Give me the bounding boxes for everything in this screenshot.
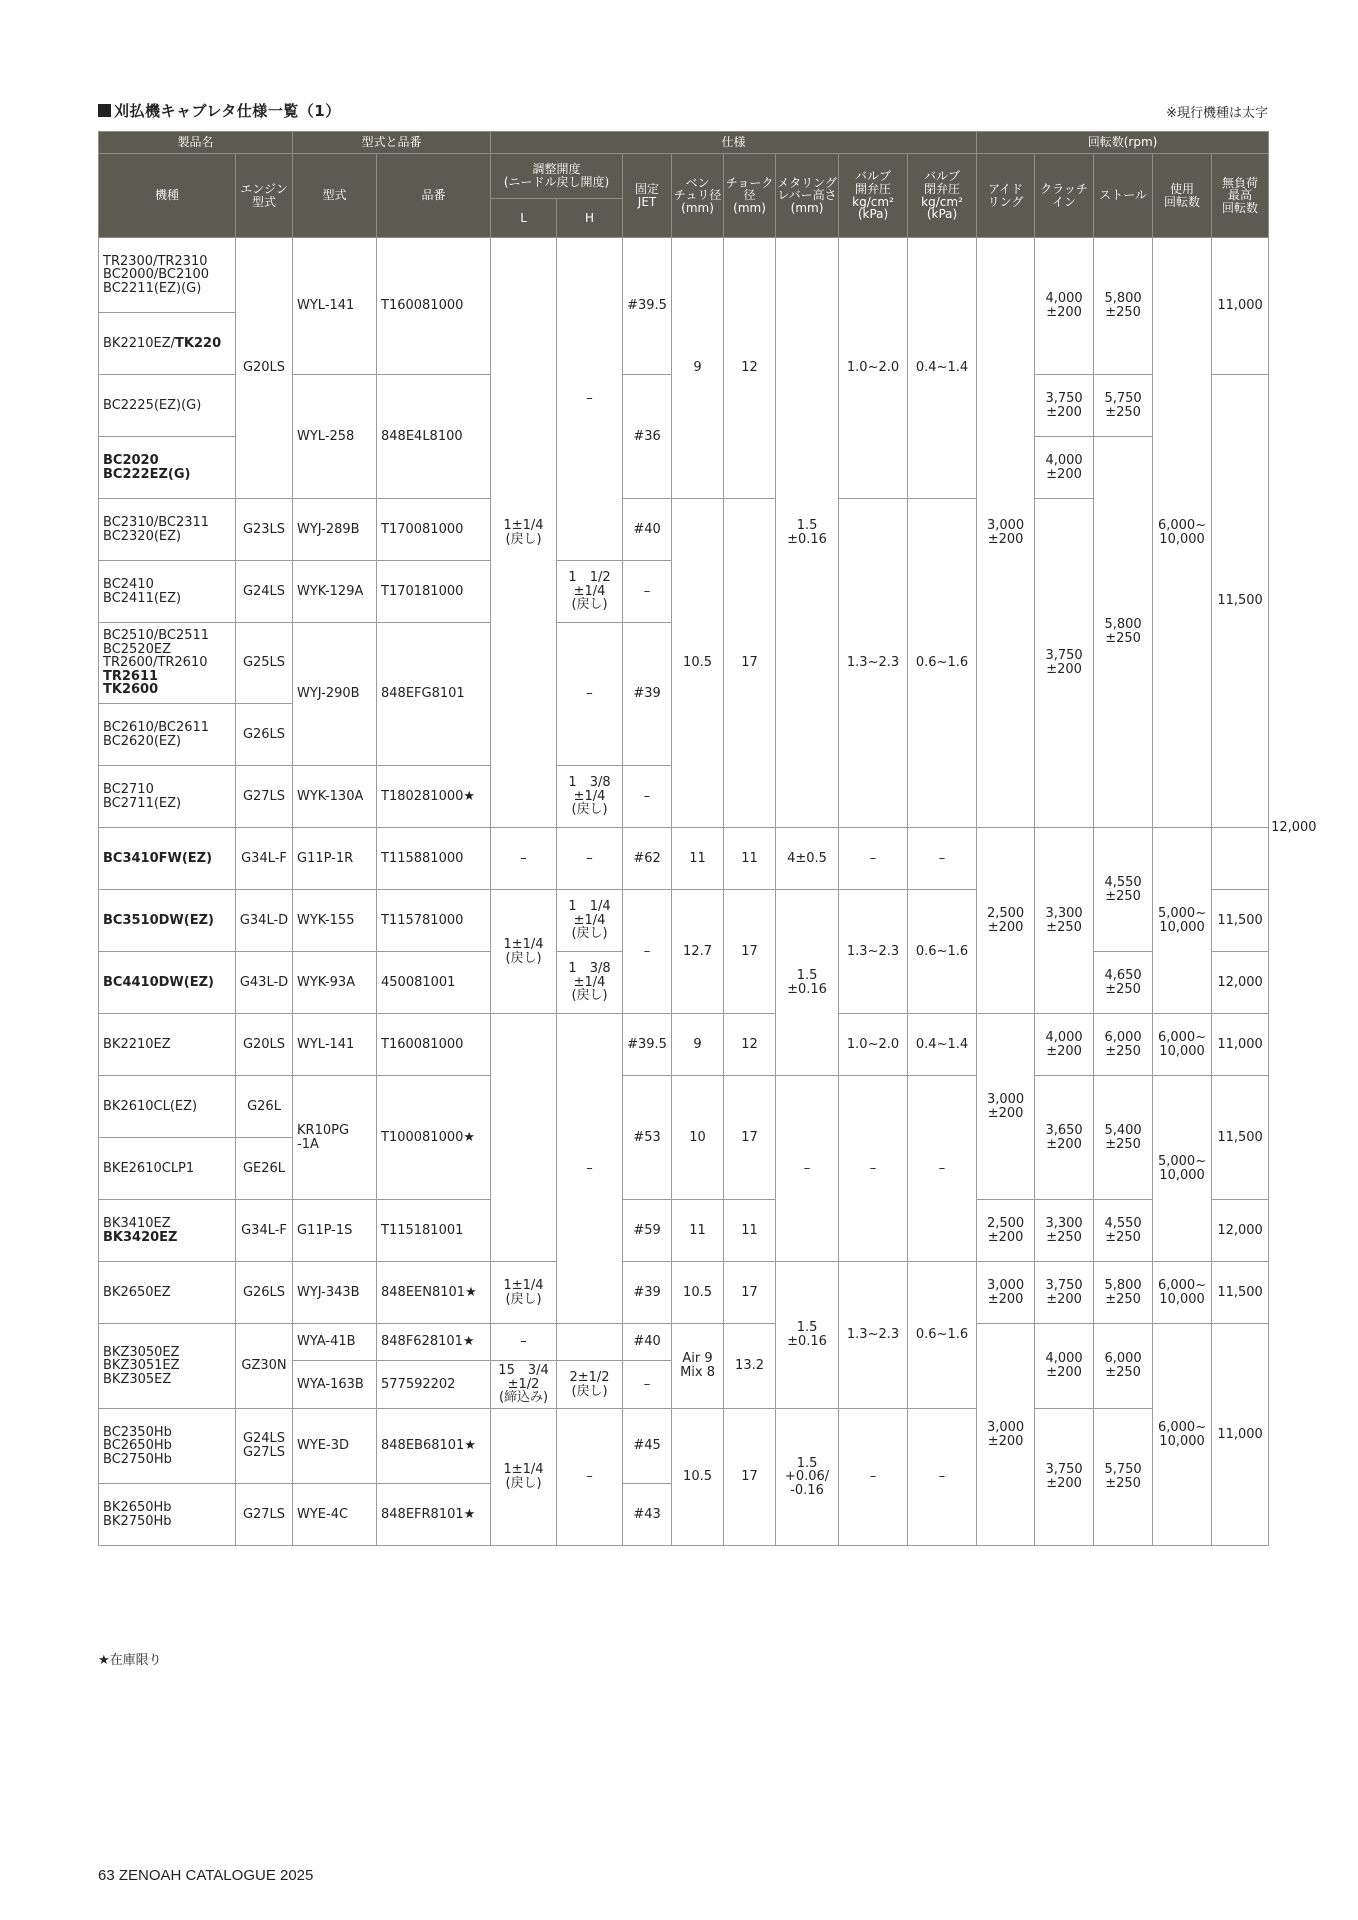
cell-metering: –	[776, 1076, 839, 1262]
cell-jet: #43	[623, 1484, 672, 1546]
cell-clutch: 4,000 ±200	[1035, 238, 1094, 375]
cell-venturi: 9	[672, 238, 724, 499]
cell-kishu: BC2410 BC2411(EZ)	[99, 561, 236, 623]
cell-hinban: 848EFG8101	[377, 623, 491, 766]
header-jet: 固定 JET	[623, 154, 672, 238]
cell-katashiki: WYK-130A	[293, 766, 377, 828]
header-venturi: ベン チュリ径 (mm)	[672, 154, 724, 238]
cell-katashiki: WYK-129A	[293, 561, 377, 623]
cell-hinban: T115181001	[377, 1200, 491, 1262]
cell-max-rpm: 11,500	[1212, 1262, 1269, 1324]
cell-katashiki: WYJ-289B	[293, 499, 377, 561]
cell-hinban: 450081001	[377, 952, 491, 1014]
cell-adj-L: 1±1/4 (戻し)	[491, 1409, 557, 1546]
cell-katashiki: WYL-141	[293, 1014, 377, 1076]
cell-engine: G26LS	[236, 704, 293, 766]
cell-adj-H: –	[557, 828, 623, 890]
cell-venturi: 11	[672, 828, 724, 890]
cell-adj-L: –	[491, 828, 557, 890]
cell-katashiki: WYK-155	[293, 890, 377, 952]
cell-engine: G34L-D	[236, 890, 293, 952]
cell-katashiki: G11P-1S	[293, 1200, 377, 1262]
cell-venturi: 10.5	[672, 1262, 724, 1324]
cell-choke: 17	[724, 890, 776, 1014]
cell-kishu: BK3410EZ BK3420EZ	[99, 1200, 236, 1262]
cell-adj-H: 1 3/8 ±1/4 (戻し)	[557, 952, 623, 1014]
cell-venturi: 11	[672, 1200, 724, 1262]
cell-engine: G23LS	[236, 499, 293, 561]
cell-clutch: 3,750 ±200	[1035, 375, 1094, 437]
header-model-group: 型式と品番	[293, 132, 491, 154]
cell-jet: #40	[623, 499, 672, 561]
cell-jet: #62	[623, 828, 672, 890]
cell-jet: –	[623, 1361, 672, 1409]
cell-clutch: 3,300 ±250	[1035, 1200, 1094, 1262]
cell-venturi: 10	[672, 1076, 724, 1200]
cell-use-rpm: 5,000~ 10,000	[1153, 1076, 1212, 1262]
cell-stall: 5,800 ±250	[1094, 1262, 1153, 1324]
carburetor-spec-table: 製品名 型式と品番 仕様 回転数(rpm) 機種 エンジン 型式 型式 品番 調整開度 (ニードル戻し開度) 固定 JET ベン チュリ径 (mm) チョーク 径 (mm) メタリング レバー高さ (mm) バルブ 開弁圧 kg/cm² (kPa) バルブ 閉弁圧 kg/cm² (kPa) アイド リング クラッチ イン ストール 使用 回転数 無負荷 最高 回転数 L H TR2300/TR2310 BC2000/BC2100 BC2211(EZ)(G) G20LS WYL-141 T160081000 1±1/4 (戻し) – #39.5 9 12 1.5 ±0.16 1.0~2.0 0.4~1.4 3,000 ±200 4,000 ±200 5,800 ±250 6,000~ 10,000 11,000 BK2210EZ/TK220 BC2225(EZ)(G) WYL-258 848E4L8100 #36 3,750 ±200 5,750 ±250 11,500 BC2020 BC222EZ(G) 4,000 ±200 5,800 ±250 BC2310/BC2311 BC2320(EZ) G23LS WYJ-289B T170081000 #40 10.5 17 1.3~2.3 0.6~1.6 3,750 ±200 BC2410 BC2411(EZ) G24LS WYK-129A T170181000 1 1/2 ±1/4 (戻し) – BC2510/BC2511 BC2520EZ TR2600/TR2610 TR2611 TK2600 G25LS WYJ-290B 848EFG8101 – #39 BC2610/BC2611 BC2620(EZ) G26LS BC2710 BC2711(EZ) G27LS WYK-130A T180281000★ 1 3/8 ±1/4 (戻し) – 12,000 BC3410FW(EZ) G34L-F G11P-1R T115881000 – – #62 11 11 4±0.5 – – 2,500 ±200 3,300 ±250 4,550 ±250 5,000~ 10,000 BC3510DW(EZ) G34L-D WYK-155 T115781000 1±1/4 (戻し) 1 1/4 ±1/4 (戻し) – 12.7 17 1.5 ±0.16 1.3~2.3 0.6~1.6 11,500 BC4410DW(EZ) G43L-D WYK-93A 450081001 1 3/8 ±1/4 (戻し) 4,650 ±250 12,000 BK2210EZ G20LS WYL-141 T160081000 – #39.5 9 12 1.0~2.0 0.4~1.4 3,000 ±200 4,000 ±200 6,000 ±250 6,000~ 10,000 11,000 BK2610CL(EZ) G26L KR10PG -1A T100081000★ #53 10 17 – – – 3,650 ±200 5,400 ±250 5,000~ 10,000 11,500 BKE2610CLP1 GE26L BK3410EZ BK3420EZ G34L-F G11P-1S T115181001 #59 11 11 2,500 ±200 3,300 ±250 4,550 ±250 12,000 BK2650EZ G26LS WYJ-343B 848EEN8101★ 1±1/4 (戻し) #39 10.5 17 1.5 ±0.16 1.3~2.3 0.6~1.6 3,000 ±200 3,750 ±200 5,800 ±250 6,000~ 10,000 11,500 BKZ3050EZ BKZ3051EZ BKZ305EZ GZ30N WYA-41B 848F628101★ – #40 Air 9 Mix 8 13.2 3,000 ±200 4,000 ±200 6,000 ±250 6,000~ 10,000 11,000 WYA-163B 577592202 15 3/4 ±1/2 (締込み) 2±1/2 (戻し) – BC2350Hb BC2650Hb BC2750Hb G24LS G27LS WYE-3D 848EB68101★ 1±1/4 (戻し) – #45 10.5 17 1.5 +0.06/ -0.16 – – 3,750 ±200 5,750 ±250 BK2650Hb BK2750Hb G27LS WYE-4C 848EFR8101★ #43	[98, 131, 1269, 1546]
cell-metering: 1.5 +0.06/ -0.16	[776, 1409, 839, 1546]
cell-valve-close: 0.6~1.6	[908, 499, 977, 828]
cell-venturi: Air 9 Mix 8	[672, 1324, 724, 1409]
cell-valve-open: –	[839, 1076, 908, 1262]
cell-hinban: T160081000	[377, 1014, 491, 1076]
cell-use-rpm: 6,000~ 10,000	[1153, 238, 1212, 828]
cell-stall: 4,550 ±250	[1094, 828, 1153, 952]
cell-adj-H: 1 1/2 ±1/4 (戻し)	[557, 561, 623, 623]
cell-jet: #39.5	[623, 238, 672, 375]
cell-engine: G27LS	[236, 766, 293, 828]
cell-valve-close: –	[908, 1409, 977, 1546]
cell-max-rpm: 12,000	[1212, 952, 1269, 1014]
header-clutch: クラッチ イン	[1035, 154, 1094, 238]
cell-stall: 5,800 ±250	[1094, 437, 1153, 828]
header-H: H	[557, 199, 623, 238]
cell-valve-close: 0.4~1.4	[908, 238, 977, 499]
cell-choke: 13.2	[724, 1324, 776, 1409]
cell-clutch: 3,750 ±200	[1035, 499, 1094, 828]
cell-katashiki: WYK-93A	[293, 952, 377, 1014]
cell-choke: 17	[724, 1262, 776, 1324]
cell-kishu: BK2650EZ	[99, 1262, 236, 1324]
cell-katashiki: WYA-163B	[293, 1361, 377, 1409]
cell-valve-open: 1.3~2.3	[839, 1262, 908, 1409]
cell-kishu: BC2510/BC2511 BC2520EZ TR2600/TR2610 TR2611 TK2600	[99, 623, 236, 704]
cell-jet: #36	[623, 375, 672, 499]
cell-engine: G34L-F	[236, 1200, 293, 1262]
cell-adj-H	[557, 1324, 623, 1361]
square-bullet-icon	[98, 104, 111, 117]
cell-venturi: 9	[672, 1014, 724, 1076]
cell-hinban: 848EFR8101★	[377, 1484, 491, 1546]
cell-clutch: 3,750 ±200	[1035, 1409, 1094, 1546]
cell-kishu: BKE2610CLP1	[99, 1138, 236, 1200]
cell-jet: #59	[623, 1200, 672, 1262]
cell-choke: 17	[724, 1076, 776, 1200]
cell-choke: 12	[724, 1014, 776, 1076]
cell-valve-close: –	[908, 1076, 977, 1262]
cell-venturi: 12.7	[672, 890, 724, 1014]
cell-venturi: 10.5	[672, 499, 724, 828]
cell-max-rpm: 11,000	[1212, 1324, 1269, 1546]
header-product-group: 製品名	[99, 132, 293, 154]
header-hinban: 品番	[377, 154, 491, 238]
cell-hinban: 848EB68101★	[377, 1409, 491, 1484]
cell-clutch: 4,000 ±200	[1035, 1324, 1094, 1409]
cell-clutch: 3,650 ±200	[1035, 1076, 1094, 1200]
cell-use-rpm: 5,000~ 10,000	[1153, 828, 1212, 1014]
cell-metering: 1.5 ±0.16	[776, 238, 839, 828]
cell-max-rpm: 11,500	[1212, 890, 1269, 952]
cell-engine: G20LS	[236, 238, 293, 499]
cell-stall: 4,550 ±250	[1094, 1200, 1153, 1262]
cell-stall: 4,650 ±250	[1094, 952, 1153, 1014]
cell-jet: #39	[623, 623, 672, 766]
cell-kishu: BC2225(EZ)(G)	[99, 375, 236, 437]
cell-adj-L: 1±1/4 (戻し)	[491, 1262, 557, 1324]
cell-kishu: BC2310/BC2311 BC2320(EZ)	[99, 499, 236, 561]
cell-engine: G20LS	[236, 1014, 293, 1076]
cell-hinban: T115781000	[377, 890, 491, 952]
cell-idle: 3,000 ±200	[977, 238, 1035, 828]
cell-choke: 17	[724, 1409, 776, 1546]
header-metering: メタリング レバー高さ (mm)	[776, 154, 839, 238]
cell-katashiki: G11P-1R	[293, 828, 377, 890]
cell-max-rpm: 11,500	[1212, 1076, 1269, 1200]
cell-engine: G24LS G27LS	[236, 1409, 293, 1484]
cell-kishu: BC3510DW(EZ)	[99, 890, 236, 952]
cell-kishu: BC2350Hb BC2650Hb BC2750Hb	[99, 1409, 236, 1484]
cell-idle: 2,500 ±200	[977, 828, 1035, 1014]
header-valve-close: バルブ 閉弁圧 kg/cm² (kPa)	[908, 154, 977, 238]
cell-idle: 3,000 ±200	[977, 1014, 1035, 1200]
cell-valve-open: –	[839, 828, 908, 890]
cell-adj-H: –	[557, 1409, 623, 1546]
cell-kishu: BK2650Hb BK2750Hb	[99, 1484, 236, 1546]
current-model-note: ※現行機種は太字	[1166, 106, 1268, 121]
cell-jet: –	[623, 561, 672, 623]
cell-use-rpm: 6,000~ 10,000	[1153, 1014, 1212, 1076]
cell-katashiki: WYA-41B	[293, 1324, 377, 1361]
cell-engine: G26L	[236, 1076, 293, 1138]
header-max-rpm: 無負荷 最高 回転数	[1212, 154, 1269, 238]
cell-clutch: 4,000 ±200	[1035, 1014, 1094, 1076]
cell-adj-L: –	[491, 1324, 557, 1361]
cell-adj-H: 1 3/8 ±1/4 (戻し)	[557, 766, 623, 828]
cell-max-rpm: 11,500	[1212, 375, 1269, 828]
cell-kishu: TR2300/TR2310 BC2000/BC2100 BC2211(EZ)(G)	[99, 238, 236, 313]
cell-valve-close: 0.6~1.6	[908, 1262, 977, 1409]
header-kishu: 機種	[99, 154, 236, 238]
cell-metering: 1.5 ±0.16	[776, 1262, 839, 1409]
cell-use-rpm: 6,000~ 10,000	[1153, 1262, 1212, 1324]
cell-katashiki: WYE-3D	[293, 1409, 377, 1484]
cell-kishu: BK2610CL(EZ)	[99, 1076, 236, 1138]
cell-clutch: 3,300 ±250	[1035, 828, 1094, 1014]
cell-valve-open: 1.3~2.3	[839, 890, 908, 1014]
cell-valve-open: 1.0~2.0	[839, 1014, 908, 1076]
cell-metering: 4±0.5	[776, 828, 839, 890]
cell-choke: 11	[724, 1200, 776, 1262]
cell-adj-L: 1±1/4 (戻し)	[491, 890, 557, 1014]
header-stall: ストール	[1094, 154, 1153, 238]
cell-metering: 1.5 ±0.16	[776, 890, 839, 1076]
cell-katashiki: WYL-141	[293, 238, 377, 375]
header-valve-open: バルブ 開弁圧 kg/cm² (kPa)	[839, 154, 908, 238]
cell-adj-H: –	[557, 623, 623, 766]
cell-engine: G26LS	[236, 1262, 293, 1324]
cell-kishu: BC2610/BC2611 BC2620(EZ)	[99, 704, 236, 766]
cell-jet: #39	[623, 1262, 672, 1324]
cell-katashiki: WYJ-290B	[293, 623, 377, 766]
cell-valve-close: –	[908, 828, 977, 890]
cell-engine: G43L-D	[236, 952, 293, 1014]
cell-max-rpm: 12,000	[1212, 1200, 1269, 1262]
header-spec-group: 仕様	[491, 132, 977, 154]
cell-kishu: BC4410DW(EZ)	[99, 952, 236, 1014]
cell-clutch: 3,750 ±200	[1035, 1262, 1094, 1324]
cell-valve-open: –	[839, 1409, 908, 1546]
cell-stall: 5,750 ±250	[1094, 375, 1153, 437]
header-rpm-group: 回転数(rpm)	[977, 132, 1269, 154]
stock-note: ★在庫限り	[98, 1653, 162, 1668]
cell-hinban: T100081000★	[377, 1076, 491, 1200]
cell-hinban: T180281000★	[377, 766, 491, 828]
cell-venturi: 10.5	[672, 1409, 724, 1546]
cell-stall: 5,750 ±250	[1094, 1409, 1153, 1546]
cell-jet: –	[623, 766, 672, 828]
cell-hinban: T160081000	[377, 238, 491, 375]
cell-stall: 5,800 ±250	[1094, 238, 1153, 375]
header-use-rpm: 使用 回転数	[1153, 154, 1212, 238]
cell-adj-H: –	[557, 1014, 623, 1324]
cell-engine: GZ30N	[236, 1324, 293, 1409]
cell-choke: 11	[724, 828, 776, 890]
cell-idle: 2,500 ±200	[977, 1200, 1035, 1262]
cell-engine: G25LS	[236, 623, 293, 704]
cell-adj-L: 15 3/4 ±1/2 (締込み)	[491, 1361, 557, 1409]
cell-stall: 6,000 ±250	[1094, 1324, 1153, 1409]
header-choke: チョーク 径 (mm)	[724, 154, 776, 238]
cell-hinban: 848EEN8101★	[377, 1262, 491, 1324]
cell-hinban: 577592202	[377, 1361, 491, 1409]
cell-adj-H: 2±1/2 (戻し)	[557, 1361, 623, 1409]
cell-max-rpm: 11,000	[1212, 238, 1269, 375]
cell-kishu: BKZ3050EZ BKZ3051EZ BKZ305EZ	[99, 1324, 236, 1409]
cell-choke: 12	[724, 238, 776, 499]
cell-jet: #45	[623, 1409, 672, 1484]
cell-adj-H: 1 1/4 ±1/4 (戻し)	[557, 890, 623, 952]
cell-kishu: BC3410FW(EZ)	[99, 828, 236, 890]
header-katashiki: 型式	[293, 154, 377, 238]
cell-hinban: T170081000	[377, 499, 491, 561]
page-footer: 63 ZENOAH CATALOGUE 2025	[98, 1867, 314, 1884]
cell-choke: 17	[724, 499, 776, 828]
cell-katashiki: WYJ-343B	[293, 1262, 377, 1324]
cell-idle: 3,000 ±200	[977, 1262, 1035, 1324]
cell-hinban: 848F628101★	[377, 1324, 491, 1361]
cell-adj-L	[491, 1014, 557, 1262]
cell-adj-L: 1±1/4 (戻し)	[491, 238, 557, 828]
cell-valve-open: 1.3~2.3	[839, 499, 908, 828]
cell-valve-close: 0.6~1.6	[908, 890, 977, 1014]
header-L: L	[491, 199, 557, 238]
cell-katashiki: WYE-4C	[293, 1484, 377, 1546]
cell-adj-H: –	[557, 238, 623, 561]
cell-valve-open: 1.0~2.0	[839, 238, 908, 499]
cell-stall: 6,000 ±250	[1094, 1014, 1153, 1076]
cell-clutch: 4,000 ±200	[1035, 437, 1094, 499]
header-engine: エンジン 型式	[236, 154, 293, 238]
cell-stall: 5,400 ±250	[1094, 1076, 1153, 1200]
cell-engine: G34L-F	[236, 828, 293, 890]
cell-max-rpm: 11,000	[1212, 1014, 1269, 1076]
cell-jet: –	[623, 890, 672, 1014]
cell-kishu: BC2710 BC2711(EZ)	[99, 766, 236, 828]
cell-hinban: T115881000	[377, 828, 491, 890]
cell-jet: #39.5	[623, 1014, 672, 1076]
cell-katashiki: KR10PG -1A	[293, 1076, 377, 1200]
cell-engine: G27LS	[236, 1484, 293, 1546]
header-idle: アイド リング	[977, 154, 1035, 238]
cell-kishu: BK2210EZ/TK220	[99, 313, 236, 375]
page-title: 刈払機キャブレタ仕様一覧（1）	[98, 100, 341, 121]
cell-jet: #53	[623, 1076, 672, 1200]
cell-engine: G24LS	[236, 561, 293, 623]
cell-hinban: T170181000	[377, 561, 491, 623]
cell-use-rpm: 6,000~ 10,000	[1153, 1324, 1212, 1546]
cell-hinban: 848E4L8100	[377, 375, 491, 499]
cell-kishu: BK2210EZ	[99, 1014, 236, 1076]
cell-katashiki: WYL-258	[293, 375, 377, 499]
cell-engine: GE26L	[236, 1138, 293, 1200]
cell-idle: 3,000 ±200	[977, 1324, 1035, 1546]
cell-valve-close: 0.4~1.4	[908, 1014, 977, 1076]
cell-kishu: BC2020 BC222EZ(G)	[99, 437, 236, 499]
cell-jet: #40	[623, 1324, 672, 1361]
header-adjust: 調整開度 (ニードル戻し開度)	[491, 154, 623, 199]
